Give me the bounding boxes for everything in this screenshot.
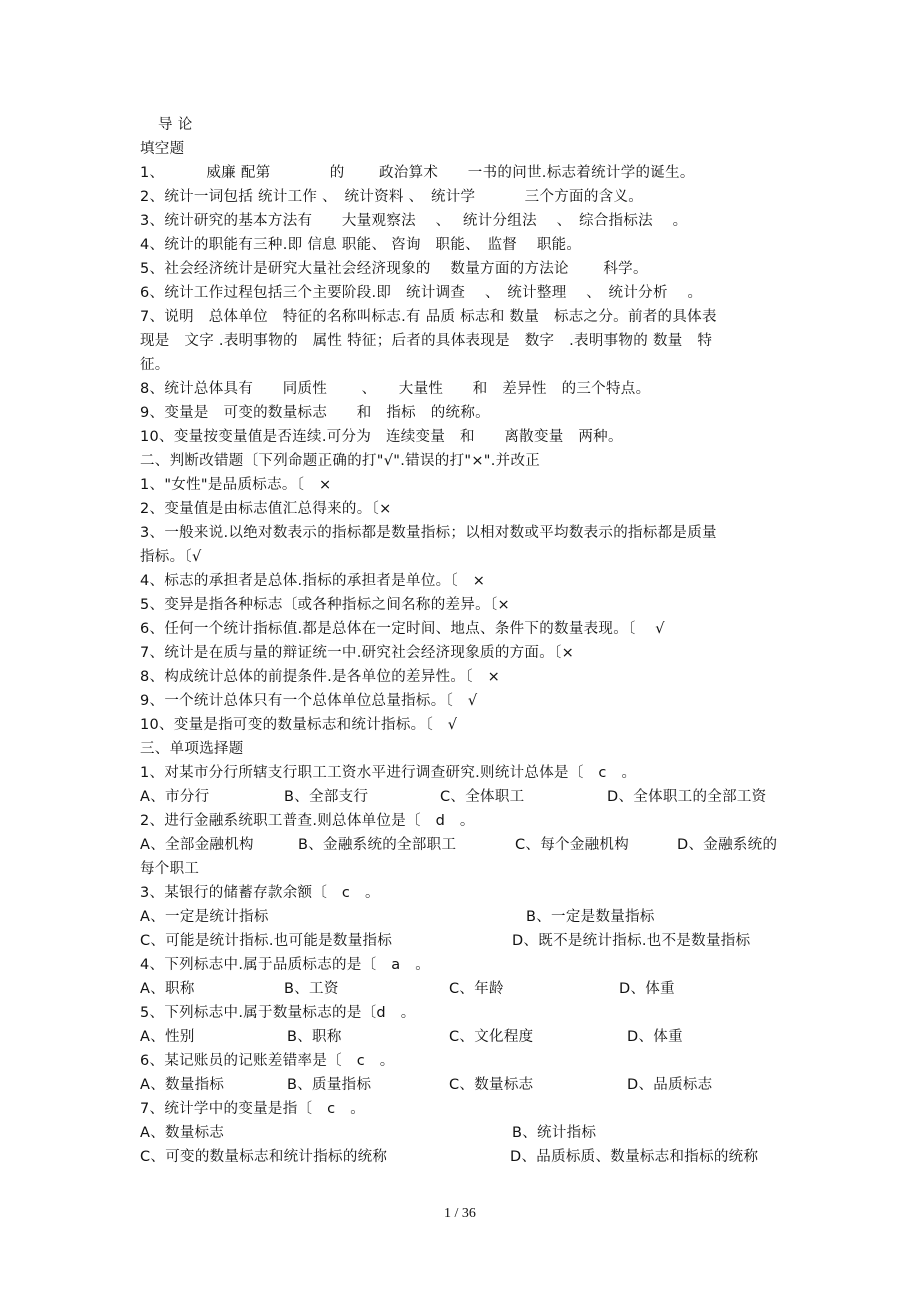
option-b: B、质量指标 <box>287 1077 372 1093</box>
option-d: D、既不是统计指标.也不是数量指标 <box>512 933 751 949</box>
judge-item-2: 2、变量值是由标志值汇总得来的。〔× <box>140 501 392 517</box>
option-a: A、全部金融机构 <box>140 837 254 853</box>
option-b: B、统计指标 <box>512 1125 597 1141</box>
judge-item-8: 8、构成统计总体的前提条件.是各单位的差异性。〔 × <box>140 669 501 685</box>
fill-item-6: 6、统计工作过程包括三个主要阶段.即 统计调查 、 统计整理 、 统计分析 。 <box>140 285 703 301</box>
option-b: B、职称 <box>287 1029 342 1045</box>
choice-question-3: 3、某银行的储蓄存款余额〔 c 。 <box>140 885 380 901</box>
option-a: A、性别 <box>140 1029 195 1045</box>
option-d: D、品质标志 <box>627 1077 713 1093</box>
judge-item-5: 5、变异是指各种标志〔或各种指标之间名称的差异。〔× <box>140 597 510 613</box>
option-c: C、年龄 <box>449 981 504 997</box>
option-d: D、体重 <box>619 981 675 997</box>
section-heading: 三、单项选择题 <box>140 741 244 757</box>
option-d: D、全体职工的全部工资 <box>607 789 767 805</box>
fill-item-5: 5、社会经济统计是研究大量社会经济现象的 数量方面的方法论 科学。 <box>140 261 648 277</box>
option-a: A、市分行 <box>140 789 210 805</box>
fill-item-9: 9、变量是 可变的数量标志 和 指标 的统称。 <box>140 405 490 421</box>
option-d-cont: 每个职工 <box>140 861 200 877</box>
judge-item-6: 6、任何一个统计指标值.都是总体在一定时间、地点、条件下的数量表现。〔 √ <box>140 621 665 637</box>
option-d: D、金融系统的 <box>677 837 778 853</box>
option-d: D、体重 <box>627 1029 683 1045</box>
choice-question-5: 5、下列标志中.属于数量标志的是〔d 。 <box>140 1005 416 1021</box>
page-title: 导 论 <box>158 117 193 133</box>
choice-question-7: 7、统计学中的变量是指〔 c 。 <box>140 1101 365 1117</box>
judge-item-3: 3、一般来说.以绝对数表示的指标都是数量指标；以相对数或平均数表示的指标都是质量 <box>140 525 717 541</box>
option-a: A、职称 <box>140 981 195 997</box>
option-b: B、工资 <box>284 981 339 997</box>
judge-item-1: 1、"女性"是品质标志。〔 × <box>140 477 332 493</box>
option-a: A、数量标志 <box>140 1125 225 1141</box>
page-number: 1 / 36 <box>444 1206 476 1221</box>
choice-question-2: 2、进行金融系统职工普查.则总体单位是〔 d 。 <box>140 813 475 829</box>
fill-item-1: 1、 威廉 配第 的 政治算术 一书的问世.标志着统计学的诞生。 <box>140 165 695 181</box>
fill-item-2: 2、统计一词包括 统计工作 、 统计资料 、 统计学 三个方面的含义。 <box>140 189 644 205</box>
option-c: C、可能是统计指标.也可能是数量指标 <box>140 933 393 949</box>
option-c: C、每个金融机构 <box>515 837 630 853</box>
judge-item-7: 7、统计是在质与量的辩证统一中.研究社会经济现象质的方面。〔× <box>140 645 575 661</box>
section-heading: 二、判断改错题〔下列命题正确的打"√".错误的打"×".并改正 <box>140 453 541 469</box>
judge-item-10: 10、变量是指可变的数量标志和统计指标。〔 √ <box>140 717 458 733</box>
fill-item-7: 7、说明 总体单位 特征的名称叫标志.有 品质 标志和 数量 标志之分。前者的具体表 <box>140 309 717 325</box>
fill-item-3: 3、统计研究的基本方法有 大量观察法 、 统计分组法 、 综合指标法 。 <box>140 213 688 229</box>
option-b: B、全部支行 <box>284 789 369 805</box>
judge-item-4: 4、标志的承担者是总体.指标的承担者是单位。〔 × <box>140 573 486 589</box>
choice-question-4: 4、下列标志中.属于品质标志的是〔 a 。 <box>140 957 431 973</box>
fill-item-7-cont: 现是 文字 .表明事物的 属性 特征；后者的具体表现是 数字 .表明事物的 数量 特 <box>140 333 713 349</box>
option-c: C、数量标志 <box>449 1077 534 1093</box>
option-c: C、全体职工 <box>440 789 525 805</box>
option-c: C、可变的数量标志和统计指标的统称 <box>140 1149 388 1165</box>
fill-item-10: 10、变量按变量值是否连续.可分为 连续变量 和 离散变量 两种。 <box>140 429 623 445</box>
judge-item-9: 9、一个统计总体只有一个总体单位总量指标。〔 √ <box>140 693 478 709</box>
choice-question-6: 6、某记账员的记账差错率是〔 c 。 <box>140 1053 395 1069</box>
fill-item-8: 8、统计总体具有 同质性 、 大量性 和 差异性 的三个特点。 <box>140 381 651 397</box>
choice-question-1: 1、对某市分行所辖支行职工工资水平进行调查研究.则统计总体是〔 c 。 <box>140 765 637 781</box>
option-a: A、一定是统计指标 <box>140 909 269 925</box>
fill-item-7-end: 征。 <box>140 357 170 373</box>
option-c: C、文化程度 <box>449 1029 534 1045</box>
option-b: B、一定是数量指标 <box>526 909 655 925</box>
option-a: A、数量指标 <box>140 1077 225 1093</box>
section-heading: 填空题 <box>140 141 185 157</box>
option-d: D、品质标质、数量标志和指标的统称 <box>510 1149 759 1165</box>
judge-item-3-cont: 指标。〔√ <box>140 549 202 565</box>
option-b: B、金融系统的全部职工 <box>298 837 457 853</box>
fill-item-4: 4、统计的职能有三种.即 信息 职能、 咨询 职能、 监督 职能。 <box>140 237 582 253</box>
